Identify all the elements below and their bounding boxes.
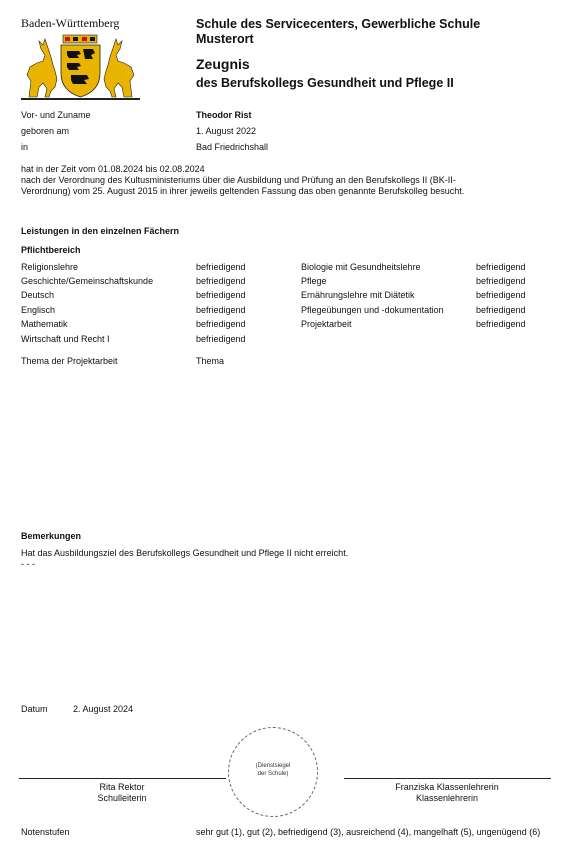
intro-line1: hat in der Zeit vom 01.08.2024 bis 02.08.2024 [21,164,205,174]
grade-value: befriedigend [476,262,526,272]
class-teacher-role: Klassenlehrerin [415,793,479,803]
document-subtitle: des Berufskollegs Gesundheit und Pflege II [196,76,454,90]
state-coat-of-arms-logo [21,31,140,101]
seal-text-line2: der Schule) [257,771,289,777]
document-title: Zeugnis [196,56,250,72]
grading-scale-text: sehr gut (1), gut (2), befriedigend (3), ausreichend (4), mangelhaft (5), ungenügend (6) [196,827,541,837]
school-name [196,17,480,47]
seal-text-line1: (Dienstsiegel [255,763,291,769]
signature-line-left [19,778,226,779]
intro-line2: nach der Verordnung des Kultusministeriums über die Ausbildung und Prüfung an den Berufskollegs II (BK-II- [21,175,456,185]
grades-subsection-title: Pflichtbereich [21,245,81,255]
subject-label: Pflegeübungen und -dokumentation [301,305,444,315]
grading-scale-label: Notenstufen [21,827,70,837]
principal-role: Schulleiterin [97,793,147,803]
principal-name: Rita Rektor [99,782,145,792]
subject-label: Biologie mit Gesundheitslehre [301,262,421,272]
grade-value: befriedigend [196,319,246,329]
remarks-text: Hat das Ausbildungsziel des Berufskollegs Gesundheit und Pflege II nicht erreicht. [21,548,349,558]
class-teacher-name: Franziska Klassenlehrerin [395,782,499,792]
remarks-filler: - - - [21,559,35,569]
grade-value: befriedigend [196,276,246,286]
place-value: Bad Friedrichshall [196,142,269,152]
born-value: 1. August 2022 [196,126,257,136]
subject-label: Geschichte/Gemeinschaftskunde [21,276,154,286]
project-topic-value: Thema [196,356,225,366]
grade-value: befriedigend [476,305,526,315]
school-name-line1: Schule des Servicecenters, Gewerbliche Schule [196,17,481,31]
place-label: in [21,142,29,152]
grade-value: befriedigend [196,305,246,315]
date-label: Datum [21,704,48,714]
name-label: Vor- und Zuname [21,110,91,120]
subject-label: Religionslehre [21,262,79,272]
name-value: Theodor Rist [196,110,252,120]
grade-value: befriedigend [476,319,526,329]
remarks-title: Bemerkungen [21,531,82,541]
grade-value: befriedigend [196,334,246,344]
subject-label: Ernährungslehre mit Diätetik [301,290,415,300]
grade-value: befriedigend [476,276,526,286]
subject-label: Mathematik [21,319,68,329]
intro-paragraph [21,164,464,197]
project-topic-label: Thema der Projektarbeit [21,356,118,366]
grade-value: befriedigend [196,262,246,272]
subject-label: Englisch [21,305,56,315]
intro-line3: Verordnung) vom 25. August 2015 in ihrer jeweils geltenden Fassung das oben genannte Berufskolleg besucht. [21,186,465,196]
subject-label: Projektarbeit [301,319,352,329]
state-label: Baden-Württemberg [21,16,120,30]
signature-line-right [344,778,551,779]
signature-class-teacher [342,782,552,804]
school-name-line2: Musterort [196,32,254,46]
grade-value: befriedigend [476,290,526,300]
born-label: geboren am [21,126,70,136]
subject-label: Pflege [301,276,327,286]
grades-section-title: Leistungen in den einzelnen Fächern [21,226,180,236]
official-seal-placeholder [228,727,318,817]
subject-label: Deutsch [21,290,55,300]
signature-principal [17,782,227,804]
grade-value: befriedigend [196,290,246,300]
subject-label: Wirtschaft und Recht I [21,334,110,344]
date-value: 2. August 2024 [73,704,134,714]
